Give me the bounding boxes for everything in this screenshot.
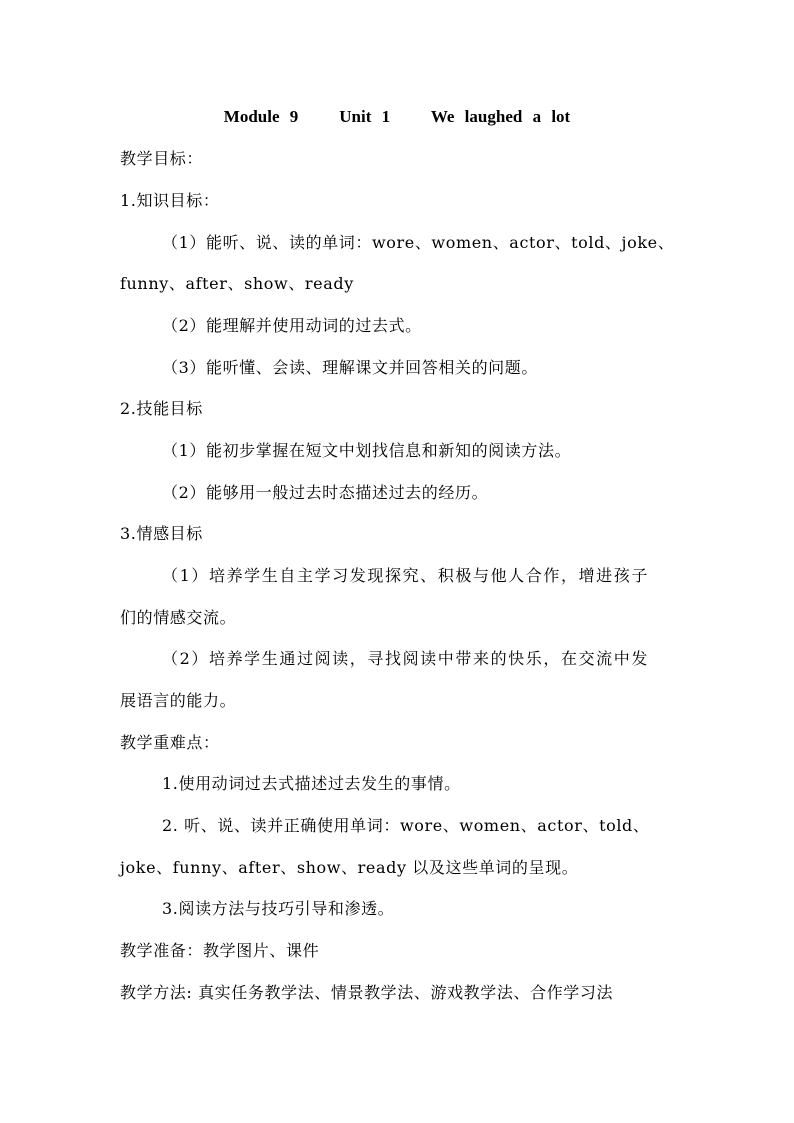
paragraph-line: （2）能够用一般过去时态描述过去的经历。 [162, 483, 489, 502]
paragraph-line: 2. 听、说、读并正确使用单词：wore、women、actor、told、 [162, 816, 650, 835]
paragraph-line: 3.阅读方法与技巧引导和渗透。 [162, 899, 395, 918]
section-heading-preparation: 教学准备：教学图片、课件 [120, 941, 320, 960]
paragraph-line: joke、funny、after、show、ready 以及这些单词的呈现。 [120, 858, 579, 877]
paragraph-line: （1）能初步掌握在短文中划找信息和新知的阅读方法。 [162, 441, 572, 460]
paragraph-line: 1.使用动词过去式描述过去发生的事情。 [162, 774, 461, 793]
paragraph-line: 展语言的能力。 [120, 691, 237, 710]
paragraph-line: funny、after、show、ready [120, 274, 354, 293]
subheading-emotion: 3.情感目标 [120, 524, 203, 543]
subheading-skills: 2.技能目标 [120, 399, 203, 418]
section-heading-key-points: 教学重难点： [120, 733, 220, 752]
subheading-knowledge: 1.知识目标： [120, 191, 220, 210]
paragraph-line: （1）能听、说、读的单词：wore、women、actor、told、joke、 [162, 233, 675, 252]
page-title: Module 9 Unit 1 We laughed a lot [223, 107, 571, 126]
paragraph-line: （1）培养学生自主学习发现探究、积极与他人合作，增进孩子 [162, 566, 649, 585]
paragraph-line: 们的情感交流。 [120, 608, 237, 627]
section-heading-objectives: 教学目标： [120, 149, 204, 168]
paragraph-line: （2）能理解并使用动词的过去式。 [162, 316, 422, 335]
section-heading-methods: 教学方法: 真实任务教学法、情景教学法、游戏教学法、合作学习法 [120, 983, 614, 1002]
paragraph-line: （3）能听懂、会读、理解课文并回答相关的问题。 [162, 358, 538, 377]
paragraph-line: （2）培养学生通过阅读，寻找阅读中带来的快乐，在交流中发 [162, 649, 649, 668]
